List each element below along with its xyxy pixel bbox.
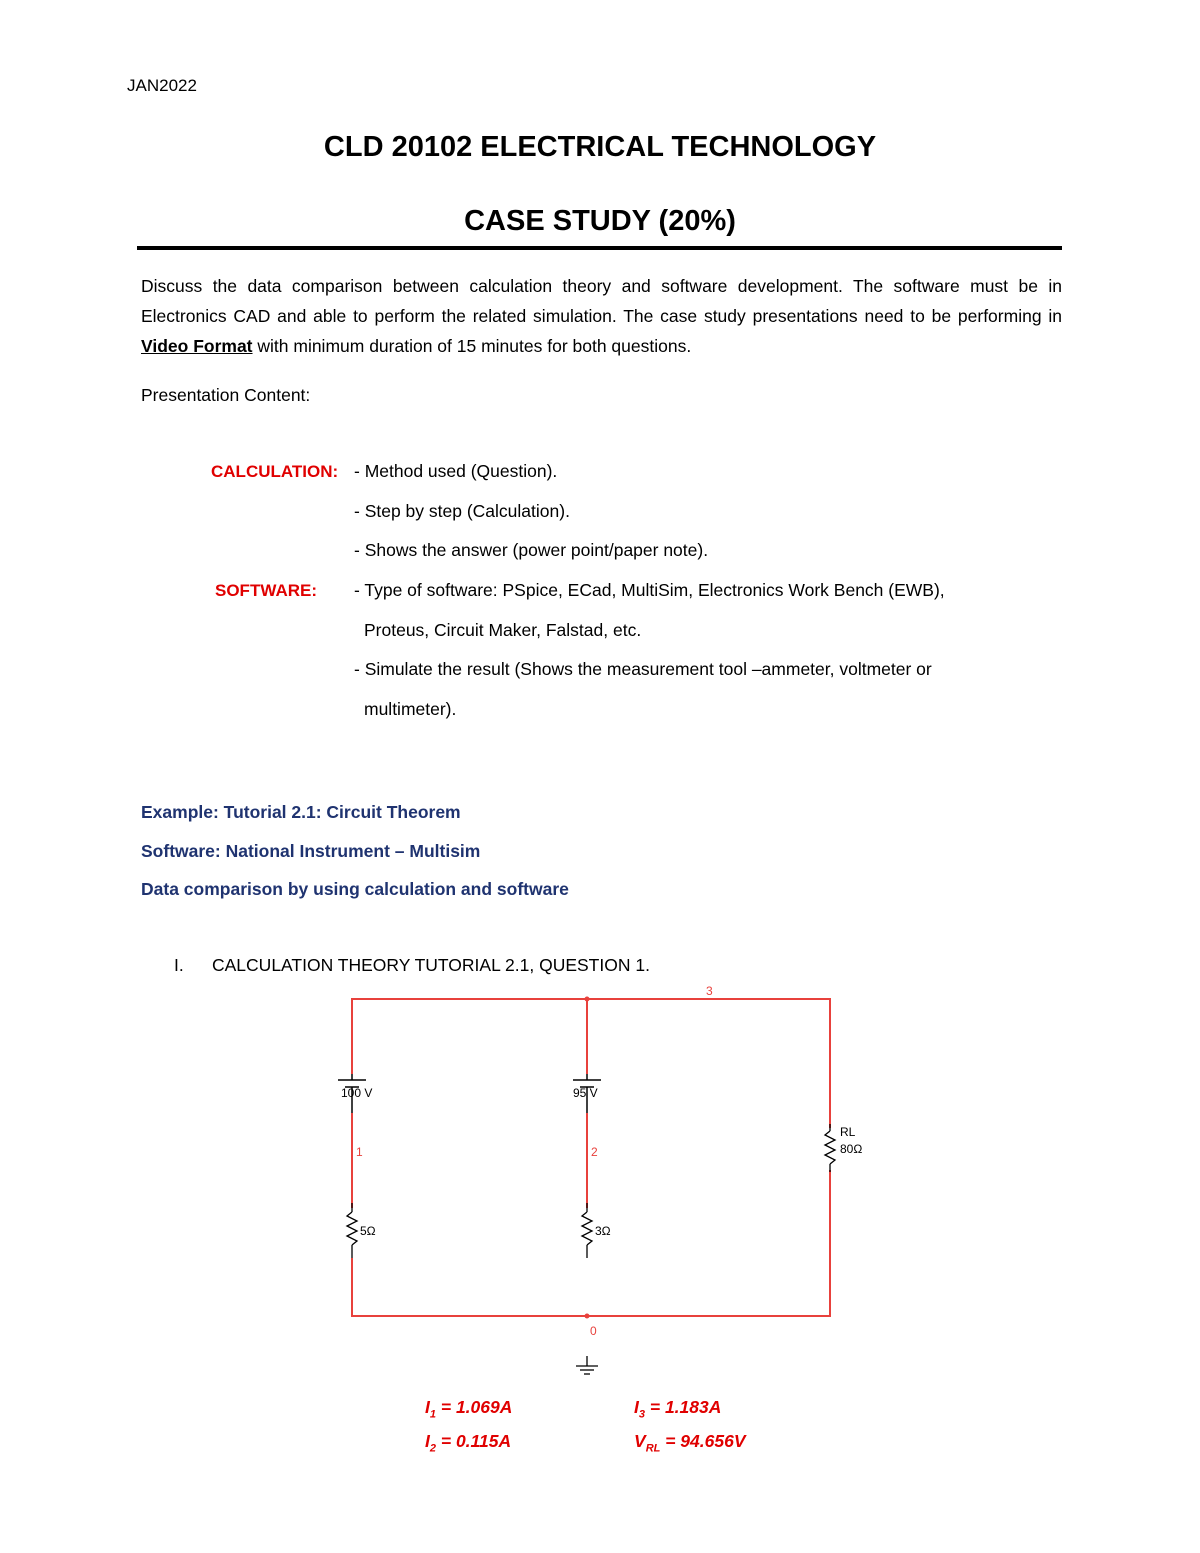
course-title: CLD 20102 ELECTRICAL TECHNOLOGY: [323, 131, 877, 163]
resistor-rl-icon: [825, 1124, 835, 1172]
resistor-5ohm-icon: [347, 1203, 357, 1258]
software-item: - Type of software: PSpice, ECad, MultiSim, Electronics Work Bench (EWB),: [354, 580, 945, 600]
wire-top: [352, 999, 830, 1128]
node-3-label: 3: [706, 984, 713, 998]
node-2-label: 2: [591, 1145, 598, 1159]
result-i2: [425, 1431, 511, 1455]
example-line: Example: Tutorial 2.1: Circuit Theorem: [141, 802, 461, 822]
i3-subscript: 3: [638, 1408, 645, 1421]
software-item: multimeter).: [364, 699, 457, 719]
section-number: I.: [174, 955, 184, 975]
presentation-content-label: Presentation Content:: [141, 385, 311, 405]
i1-subscript: 1: [429, 1408, 436, 1421]
wire-bottom: [352, 1170, 830, 1316]
calculation-item: - Shows the answer (power point/paper note).: [354, 540, 709, 560]
video-format-text: Video Format: [141, 336, 253, 356]
intro-text-2: with minimum duration of 15 minutes for both questions.: [252, 336, 692, 356]
r1-label: 5Ω: [360, 1224, 376, 1238]
i3-symbol: I: [634, 1397, 639, 1417]
intro-text-1: Discuss the data comparison between calculation theory and software development. The software must be in Electronics CAD and able to perform the related simulation. The case study presentations need to be performing in: [141, 276, 1062, 326]
node-1-label: 1: [356, 1145, 363, 1159]
i1-value: = 1.069A: [436, 1397, 513, 1417]
rl-value-label: 80Ω: [840, 1142, 863, 1156]
r2-label: 3Ω: [595, 1224, 611, 1238]
vrl-symbol: V: [634, 1431, 646, 1451]
node-0-label: 0: [590, 1324, 597, 1338]
junction-bottom: [585, 1314, 590, 1319]
software-item: Proteus, Circuit Maker, Falstad, etc.: [364, 620, 642, 640]
software-item: - Simulate the result (Shows the measurement tool –ammeter, voltmeter or: [354, 659, 932, 679]
source-1-label: 100 V: [341, 1086, 373, 1100]
vrl-subscript: RL: [645, 1442, 661, 1455]
i2-symbol: I: [425, 1431, 430, 1451]
resistor-3ohm-icon: [582, 1203, 592, 1258]
result-i3: [634, 1397, 721, 1421]
section-title: CALCULATION THEORY TUTORIAL 2.1, QUESTION 1.: [212, 955, 650, 975]
calculation-item: - Step by step (Calculation).: [354, 501, 570, 521]
i2-subscript: 2: [429, 1442, 436, 1455]
result-i1: [425, 1397, 512, 1421]
result-vrl: [634, 1431, 746, 1455]
software-label: SOFTWARE:: [215, 581, 317, 600]
assignment-title: CASE STUDY (20%): [464, 205, 736, 237]
comparison-line: Data comparison by using calculation and software: [141, 879, 569, 899]
source-2-label: 95 V: [573, 1086, 598, 1100]
junction-top: [585, 997, 590, 1002]
software-line: Software: National Instrument – Multisim: [141, 841, 481, 861]
header-code: JAN2022: [127, 76, 197, 95]
i1-symbol: I: [425, 1397, 430, 1417]
vrl-value: = 94.656V: [660, 1431, 746, 1451]
calculation-label: CALCULATION:: [211, 462, 339, 481]
calculation-item: - Method used (Question).: [354, 461, 558, 481]
i2-value: = 0.115A: [436, 1431, 512, 1451]
rl-name-label: RL: [840, 1125, 856, 1139]
ground-icon: [576, 1356, 598, 1374]
i3-value: = 1.183A: [645, 1397, 722, 1417]
